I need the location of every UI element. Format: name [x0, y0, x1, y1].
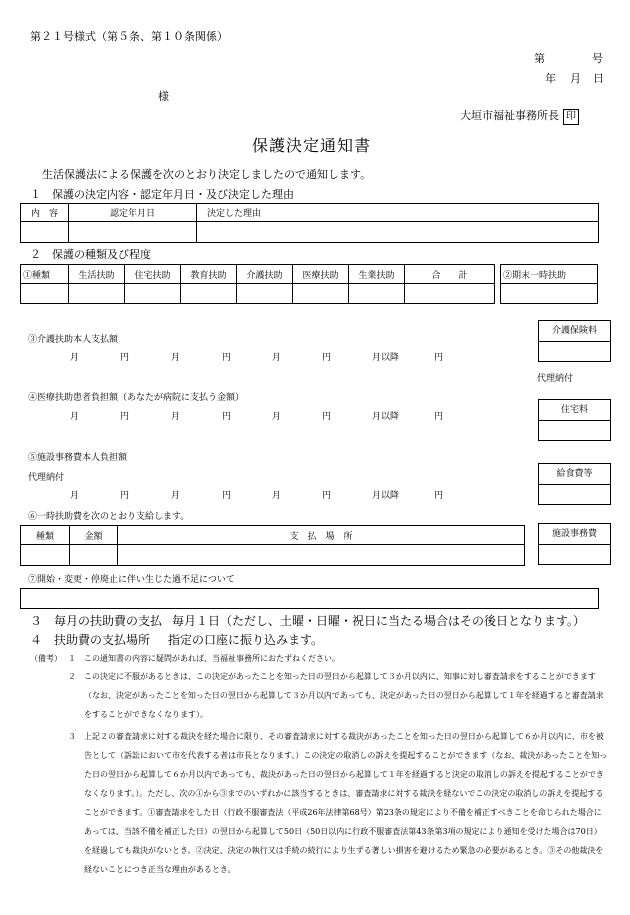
document-title: 保護決定通知書 — [252, 136, 372, 155]
cell-content — [21, 222, 69, 243]
yen-label: 円 — [322, 353, 332, 363]
month-label: 月 — [171, 412, 181, 422]
yen-label: 円 — [434, 353, 444, 363]
meal-fee-value — [538, 484, 611, 505]
yen-label: 円 — [322, 491, 332, 501]
col-term-end: ②期末一時扶助 — [501, 265, 598, 284]
yen-label: 円 — [120, 491, 130, 501]
month-label: 月 — [171, 491, 181, 501]
meal-fee-label: 給食費等 — [538, 463, 611, 485]
yen-label: 円 — [322, 412, 332, 422]
item7-box — [20, 588, 599, 609]
section4-text: 指定の口座に振り込みます。 — [168, 633, 324, 647]
cell-reason — [197, 222, 599, 243]
housing-fee-value — [538, 420, 611, 441]
month-label: 月 — [70, 353, 80, 363]
col-medical: 医療扶助 — [293, 265, 349, 284]
section1-heading: １ 保護の決定内容・認定年月日・及び決定した理由 — [30, 188, 294, 201]
item4-label: ④医療扶助患者負担額（あなたが病院に支払う金額） — [28, 393, 245, 403]
item3-label: ③介護扶助本人支払額 — [28, 335, 119, 345]
note2-number: ２ — [68, 672, 76, 681]
assistance-table — [20, 264, 495, 304]
month-label: 月 — [272, 353, 282, 363]
facility-fee-label: 施設事務費 — [538, 523, 611, 545]
col-housing: 住宅扶助 — [125, 265, 181, 284]
month-label: 月 — [171, 353, 181, 363]
month-after-label: 月以降 — [372, 353, 400, 363]
col-reason: 決定した理由 — [197, 204, 599, 222]
note1-number: １ — [68, 654, 76, 663]
notes-head: （備考） — [30, 654, 62, 663]
col-place: 支 払 場 所 — [118, 526, 525, 545]
col-kind: 種類 — [21, 526, 70, 545]
date-day: 日 — [593, 72, 604, 85]
yen-label: 円 — [222, 353, 232, 363]
issuer-name: 大垣市福祉事務所長 — [460, 109, 559, 122]
section3-text: 毎月１日（ただし、土曜・日曜・祝日に当たる場合はその後日となります。） — [172, 614, 586, 628]
note3-number: ３ — [68, 732, 76, 741]
col-type: ①種類 — [21, 265, 69, 284]
item6-label: ⑥一時扶助費を次のとおり支給します。 — [28, 512, 190, 522]
facility-fee-value — [538, 544, 611, 565]
yen-label: 円 — [120, 412, 130, 422]
decision-table — [20, 203, 599, 243]
month-label: 月 — [272, 412, 282, 422]
col-total: 合 計 — [405, 265, 495, 284]
number-dai: 第 — [534, 52, 545, 65]
seal-stamp: 印 — [563, 109, 579, 125]
month-label: 月 — [70, 491, 80, 501]
col-date: 認定年月日 — [69, 204, 197, 222]
form-number: 第２１号様式（第５条、第１０条関係） — [30, 30, 228, 43]
note3-text: 上記２の審査請求に対する裁決を経た場合に限り、その審査請求に対する裁決があったことを知った日の翌日から起算して６か月以内に、市を被告として（訴訟において市を代表する者は市長となります。）この決定の取消しの訴えを提起することができます（なお、裁決があったことを知った日の翌日から起算して６か月以内であっても、裁決があった日の翌日から起算して１年を経過すると決定の取消しの訴えを提起することができなくなります。）。ただし、次の①から③までのいずれかに該当するときは、審査請求に対する裁決を経ないでこの決定の取消しの訴えを提起することができます。①審査請求をした日（行政不服審査法（平成26年法律第68号）第23条の規定により不備を補正すべきことを命じられた場合にあっては、当該不備を補正した日）の翌日から起算して50日（50日以内に行政不服審査法第43条第3項の規定により通知を受けた場合は70日）を経過しても裁決がないとき。②決定、決定の執行又は手続の続行により生ずる著しい損害を避けるため緊急の必要があるとき。③その他裁決を経ないことにつき正当な理由があるとき。 — [84, 732, 608, 874]
section3 — [30, 612, 585, 629]
intro-text: 生活保護法による保護を次のとおり決定しましたので通知します。 — [42, 168, 372, 181]
month-after-label: 月以降 — [372, 412, 400, 422]
section3-label: ３ 毎月の扶助費の支払 — [30, 614, 163, 628]
note1-text: この通知書の内容に疑問があれば、当福祉事務所におたずねください。 — [84, 654, 340, 663]
col-livelihood: 生活扶助 — [69, 265, 125, 284]
yen-label: 円 — [434, 491, 444, 501]
term-end-table — [500, 264, 598, 304]
recipient-sama: 様 — [158, 90, 169, 103]
kaigo-insurance-value — [538, 341, 611, 362]
month-label: 月 — [70, 412, 80, 422]
item7-label: ⑦開始・変更・停廃止に伴い生じた過不足について — [28, 575, 235, 585]
cell-date — [69, 222, 197, 243]
date-year: 年 — [545, 72, 556, 85]
month-after-label: 月以降 — [372, 491, 400, 501]
col-amount: 金額 — [70, 526, 118, 545]
kaigo-insurance-label: 介護保険料 — [538, 320, 611, 342]
month-label: 月 — [272, 491, 282, 501]
col-education: 教育扶助 — [181, 265, 237, 284]
col-nursing: 介護扶助 — [237, 265, 293, 284]
issuer — [460, 107, 579, 125]
yen-label: 円 — [434, 412, 444, 422]
yen-label: 円 — [222, 412, 232, 422]
col-content: 内 容 — [21, 204, 69, 222]
section4 — [30, 631, 323, 648]
col-occupation: 生業扶助 — [349, 265, 405, 284]
section2-heading: ２ 保護の種類及び程度 — [30, 248, 151, 261]
yen-label: 円 — [222, 491, 232, 501]
proxy-payment-label: 代理納付 — [537, 374, 574, 384]
note2-text: この決定に不服があるときは、この決定があったことを知った日の翌日から起算して３か月以内に、知事に対し審査請求をすることができます（なお、決定があったことを知った日の翌日から起算して３か月以内であっても、決定があった日の翌日から起算して１年を経過すると審査請求をすることができなくなります）。 — [84, 672, 604, 719]
item5-label: ⑤施設事務費本人負担額 — [28, 453, 128, 463]
temporary-assistance-table — [20, 525, 525, 566]
item5-sub: 代理納付 — [28, 473, 65, 483]
housing-fee-label: 住宅料 — [538, 399, 611, 421]
section4-label: ４ 扶助費の支払場所 — [30, 633, 151, 647]
yen-label: 円 — [120, 353, 130, 363]
date-month: 月 — [570, 72, 581, 85]
number-gou: 号 — [592, 52, 603, 65]
